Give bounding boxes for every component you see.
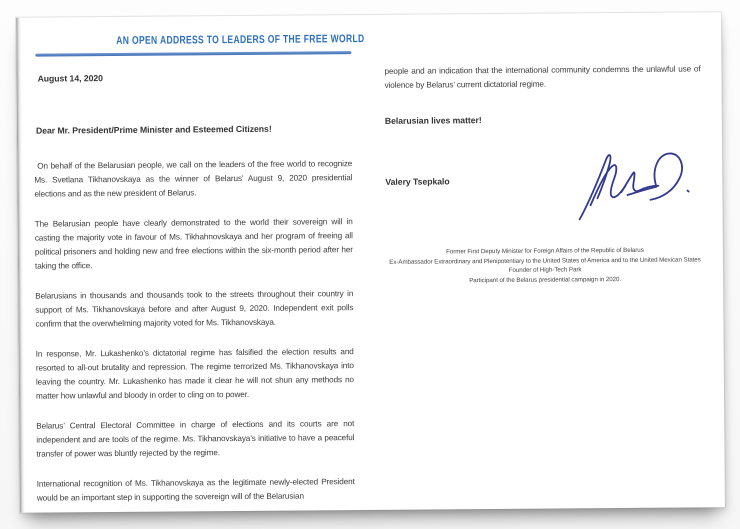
letter-title-text: AN OPEN ADDRESS TO LEADERS OF THE FREE WORLD: [116, 33, 365, 47]
signer-title-line: Founder of High-Tech Park: [508, 266, 582, 275]
handwritten-signature-icon: [567, 138, 700, 227]
paragraph-continuation: people and an indication that the international community condemns the unlawful use of violence by Belarus’ current dictatorial regime.: [384, 64, 701, 90]
paragraph: Belarusians in thousands and thousands took to the streets throughout their country in support of Ms. Tikhanovskaya before and after August 9, 2020. Independent exit polls confirm that the overwhelming majority voted for Ms. Tikhanovskaya.: [35, 289, 354, 329]
paragraph: On behalf of the Belarusian people, we call on the leaders of the free world to recognize Ms. Svetlana Tikhanovskaya as the winner of Belarus’ August 9, 2020 presidential elections and as the new president of Belarus.: [34, 159, 353, 199]
letter-title: [35, 29, 365, 49]
paragraph: The Belarusian people have clearly demonstrated to the world their sovereign will in casting the majority vote in favour of Ms. Tikhahnovskaya and her program of freeing all political prisoners and holding new and free elections within the six-month period after her taking the office.: [34, 217, 353, 271]
letter-date: August 14, 2020: [37, 73, 103, 84]
page-left-edge-shadow: [16, 18, 25, 513]
title-underline: [35, 51, 351, 56]
signer-title-line: Former First Deputy Minister for Foreign Affairs of the Republic of Belarus: [446, 246, 644, 256]
signer-titles: [378, 245, 712, 286]
right-column: [384, 12, 704, 509]
signer-name: Valery Tsepkalo: [385, 176, 450, 187]
paragraph: International recognition of Ms. Tikhanovskaya as the legitimate newly-elected President would be an important step in supporting the sovereign will of the Belarusian: [36, 477, 355, 503]
salutation: Dear Mr. President/Prime Minister and Esteemed Citizens!: [35, 123, 272, 136]
paragraph: Belarus’ Central Electoral Committee in charge of elections and its courts are not independent and are tools of the regime. Ms. Tikhanovskaya’s initiative to have a peaceful transfer of power was bluntly rejected by the regime.: [36, 419, 355, 459]
letter-page: [16, 12, 725, 513]
letter-body-left: [34, 157, 355, 513]
letter-header: [35, 29, 365, 56]
slogan: Belarusian lives matter!: [384, 115, 482, 126]
signer-title-line: Participant of the Belarus presidential campaign in 2020.: [469, 275, 622, 285]
paragraph: In response, Mr. Lukashenko’s dictatorial regime has falsified the election results and resorted to all-out brutality and repression. The regime terrorized Ms. Tikhanovskaya into leaving the country. Mr. Lukashenko has made it clear he will not shun any methods no matter how unlawful and bloody in order to cling on to power.: [35, 347, 354, 401]
signer-title-line: Ex-Ambassador Extraordinary and Plenipotentiary to the United States of America and to the United Mexican States: [389, 256, 701, 266]
left-column: [33, 15, 365, 512]
